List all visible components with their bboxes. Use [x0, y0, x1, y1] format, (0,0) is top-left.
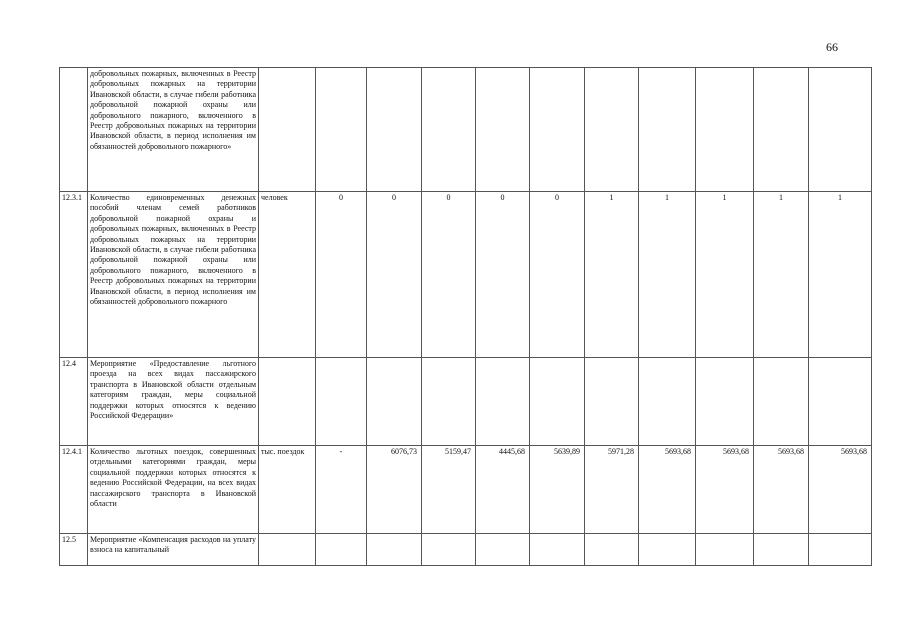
- row-number: [60, 68, 88, 192]
- value-cell: [530, 68, 585, 192]
- value-cell: [476, 68, 530, 192]
- value-cell: [639, 534, 696, 566]
- indicators-table: [59, 67, 872, 566]
- value-cell: [754, 68, 809, 192]
- row-number: 12.4: [60, 358, 88, 446]
- page-number: 66: [826, 40, 838, 54]
- value-cell: [585, 68, 639, 192]
- value-cell: 0: [367, 192, 422, 358]
- row-number: 12.4.1: [60, 446, 88, 534]
- value-cell: [696, 358, 754, 446]
- value-cell: 0: [476, 192, 530, 358]
- value-cell: 1: [639, 192, 696, 358]
- value-cell: [696, 68, 754, 192]
- value-cell: [367, 68, 422, 192]
- value-cell: 5971,28: [585, 446, 639, 534]
- row-unit: [259, 358, 316, 446]
- value-cell: [476, 358, 530, 446]
- value-cell: [316, 68, 367, 192]
- value-cell: 1: [696, 192, 754, 358]
- value-cell: [754, 358, 809, 446]
- value-cell: -: [316, 446, 367, 534]
- value-cell: 1: [809, 192, 872, 358]
- row-description: Мероприятие «Компенсация расходов на уплату взноса на капитальный: [88, 534, 259, 566]
- value-cell: 6076,73: [367, 446, 422, 534]
- value-cell: 1: [585, 192, 639, 358]
- value-cell: [809, 534, 872, 566]
- value-cell: [316, 534, 367, 566]
- table-row: [60, 534, 872, 566]
- value-cell: [316, 358, 367, 446]
- value-cell: [422, 358, 476, 446]
- row-description: Мероприятие «Предоставление льготного проезда на всех видах пассажирского транспорта в Ивановской области отдельным категориям граждан, меры социальной поддержки которых относятся к ведению Российской Федерации»: [88, 358, 259, 446]
- row-unit: тыс. поездок: [259, 446, 316, 534]
- row-unit: [259, 534, 316, 566]
- value-cell: [639, 358, 696, 446]
- value-cell: [639, 68, 696, 192]
- value-cell: [585, 358, 639, 446]
- row-number: 12.3.1: [60, 192, 88, 358]
- value-cell: [476, 534, 530, 566]
- value-cell: [530, 358, 585, 446]
- value-cell: 4445,68: [476, 446, 530, 534]
- row-description: Количество единовременных денежных пособий членам семей работников добровольной пожарной охраны и добровольных пожарных, включенных в Реестр добровольных пожарных на территории Ивановской области, в случае гибели работника добровольной пожарной охраны или добровольного пожарного, включенного в Реестр добровольных пожарных на территории Ивановской области, в период исполнения им обязанностей добровольного пожарного: [88, 192, 259, 358]
- value-cell: [530, 534, 585, 566]
- value-cell: [422, 534, 476, 566]
- value-cell: 5159,47: [422, 446, 476, 534]
- row-description: Количество льготных поездок, совершенных отдельными категориями граждан, меры социальной поддержки которых относятся к ведению Российской Федерации, на всех видах пассажирского транспорта в Ивановской области: [88, 446, 259, 534]
- table-row: [60, 192, 872, 358]
- value-cell: [367, 358, 422, 446]
- table-row: [60, 446, 872, 534]
- row-description: добровольных пожарных, включенных в Реестр добровольных пожарных на территории Ивановской области, в случае гибели работника добровольной пожарной охраны или добровольного пожарного, включенного в Реестр добровольных пожарных на территории Ивановской области, в период исполнения им обязанностей добровольного пожарного»: [88, 68, 259, 192]
- table-row: [60, 68, 872, 192]
- value-cell: [422, 68, 476, 192]
- value-cell: 0: [422, 192, 476, 358]
- value-cell: 5639,89: [530, 446, 585, 534]
- value-cell: 1: [754, 192, 809, 358]
- table-row: [60, 358, 872, 446]
- value-cell: 5693,68: [754, 446, 809, 534]
- value-cell: [754, 534, 809, 566]
- value-cell: 5693,68: [809, 446, 872, 534]
- value-cell: 0: [316, 192, 367, 358]
- row-number: 12.5: [60, 534, 88, 566]
- value-cell: [809, 358, 872, 446]
- value-cell: [696, 534, 754, 566]
- value-cell: 5693,68: [696, 446, 754, 534]
- row-unit: человек: [259, 192, 316, 358]
- row-unit: [259, 68, 316, 192]
- value-cell: [585, 534, 639, 566]
- value-cell: [367, 534, 422, 566]
- value-cell: [809, 68, 872, 192]
- value-cell: 0: [530, 192, 585, 358]
- value-cell: 5693,68: [639, 446, 696, 534]
